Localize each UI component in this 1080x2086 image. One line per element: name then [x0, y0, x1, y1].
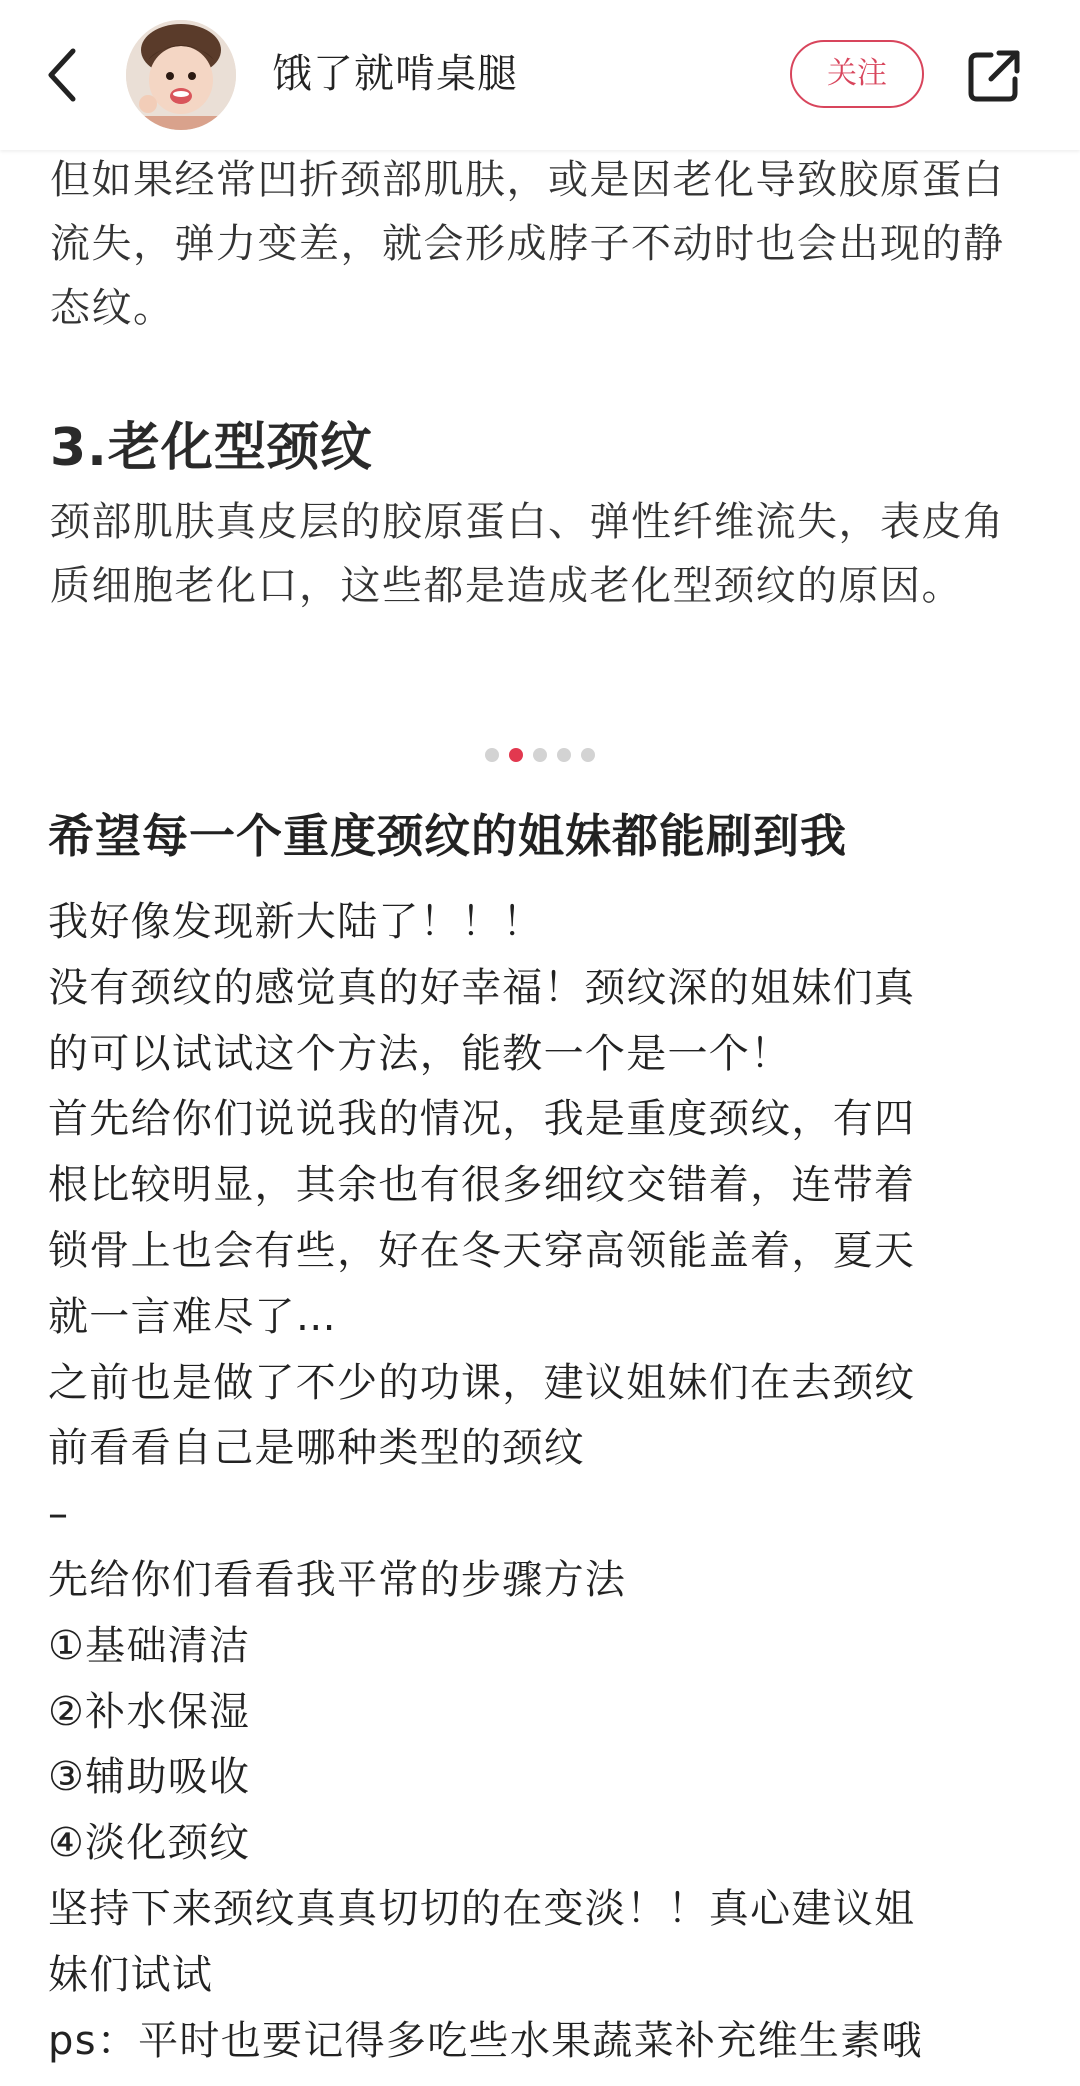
- note-title: 希望每一个重度颈纹的姐妹都能刷到我: [48, 809, 847, 863]
- carousel-dot: [485, 748, 499, 762]
- note-line: 我好像发现新大陆了！！！: [48, 899, 544, 945]
- author-name[interactable]: 饿了就啃桌腿: [272, 51, 518, 97]
- carousel-indicator: [0, 748, 1080, 764]
- note-line: ps：平时也要记得多吃些水果蔬菜补充维生素哦: [48, 2017, 923, 2064]
- image-paragraph-static-wrinkles: 但如果经常凹折颈部肌肤，或是因老化导致胶原蛋白流失，弹力变差，就会形成脖子不动时也会出现的静态纹。: [50, 157, 1005, 331]
- note-line: 首先给你们说说我的情况，我是重度颈纹，有四: [48, 1096, 916, 1143]
- note-line: 没有颈纹的感觉真的好幸福！颈纹深的姐妹们真: [48, 964, 916, 1011]
- avatar-photo: [126, 20, 236, 130]
- note-line: ③辅助吸收: [48, 1754, 251, 1801]
- note-line: ②补水保湿: [48, 1688, 251, 1735]
- note-line: 就一言难尽了…: [48, 1293, 338, 1340]
- back-button[interactable]: [38, 40, 88, 110]
- note-line: ①基础清洁: [48, 1622, 251, 1669]
- chevron-left-icon: [43, 45, 83, 105]
- note-line: ④淡化颈纹: [48, 1820, 251, 1867]
- note-line: 前看看自己是哪种类型的颈纹: [48, 1425, 585, 1472]
- note-line: 之前也是做了不少的功课，建议姐妹们在去颈纹: [48, 1359, 916, 1406]
- note-line: 坚持下来颈纹真真切切的在变淡！！真心建议姐: [48, 1885, 916, 1932]
- carousel-dot: [557, 748, 571, 762]
- note-line: 根比较明显，其余也有很多细纹交错着，连带着: [48, 1162, 916, 1209]
- note-body: [48, 890, 1048, 2074]
- carousel-dot: [509, 748, 523, 762]
- share-button[interactable]: [960, 40, 1030, 110]
- note-line: 妹们试试: [48, 1951, 214, 1998]
- carousel-dot: [581, 748, 595, 762]
- image-paragraph-aging-cause: 颈部肌肤真皮层的胶原蛋白、弹性纤维流失，表皮角质细胞老化口，这些都是造成老化型颈纹的原因。: [50, 499, 1005, 609]
- author-avatar[interactable]: [126, 20, 236, 130]
- carousel-dot: [533, 748, 547, 762]
- image-heading-aging-wrinkles: 3.老化型颈纹: [50, 418, 373, 478]
- note-line: 的可以试试这个方法，能教一个是一个！: [48, 1030, 792, 1077]
- share-icon: [965, 45, 1025, 105]
- note-line: 锁骨上也会有些，好在冬天穿高领能盖着，夏天: [48, 1227, 916, 1274]
- follow-button[interactable]: 关注: [790, 40, 924, 108]
- top-nav-bar: [0, 0, 1080, 150]
- note-line: –: [48, 1491, 70, 1538]
- note-line: 先给你们看看我平常的步骤方法: [48, 1556, 627, 1603]
